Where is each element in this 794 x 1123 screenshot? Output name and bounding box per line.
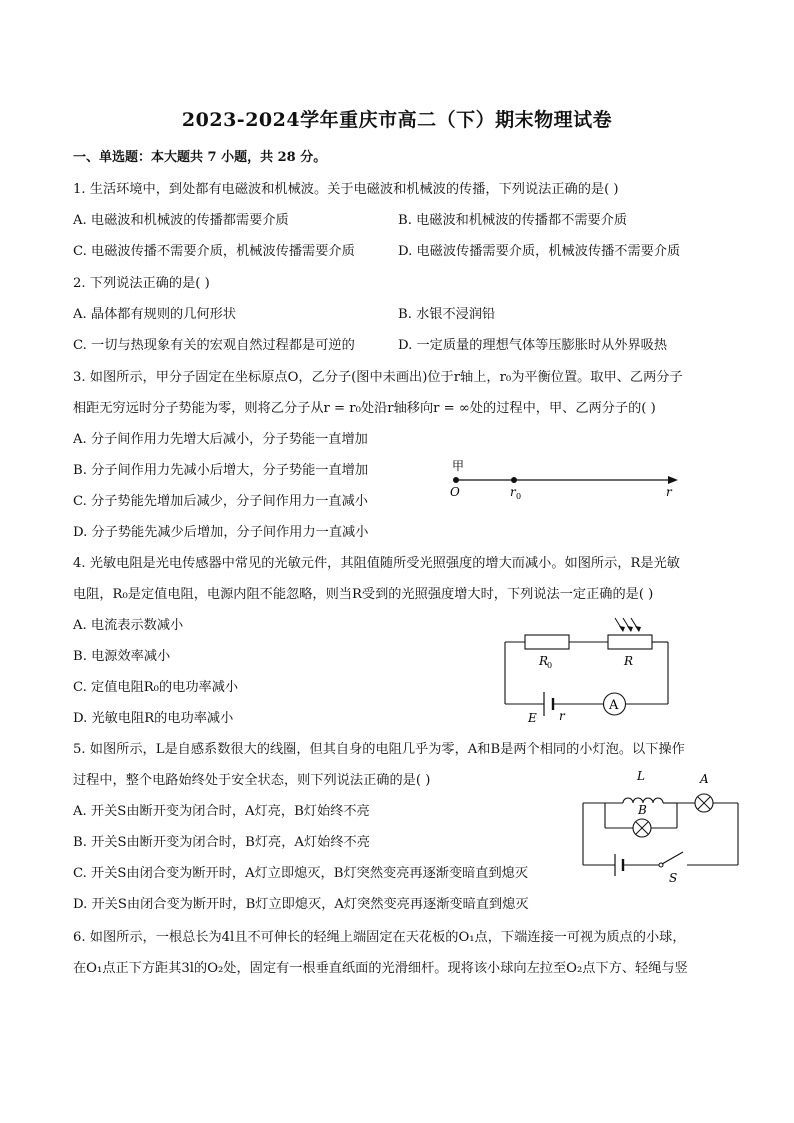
q5-option-b: B. 开关S由断开变为闭合时，B灯亮，A灯始终不亮 bbox=[73, 835, 370, 850]
q5-option-c: C. 开关S由闭合变为断开时，A灯立即熄灭，B灯突然变亮再逐渐变暗直到熄灭 bbox=[73, 866, 529, 881]
q1-option-c: C. 电磁波传播不需要介质，机械波传播需要介质 bbox=[73, 244, 355, 259]
q4-option-b: B. 电源效率减小 bbox=[73, 649, 171, 664]
ammeter-label: A bbox=[609, 698, 619, 713]
q4-stem-line1: 4. 光敏电阻是光电传感器中常见的光敏元件，其阻值随所受光照强度的增大而减小。如图所示，R是光敏 bbox=[73, 556, 680, 571]
section-heading: 一、单选题：本大题共 7 小题，共 28 分。 bbox=[73, 150, 327, 165]
q5-stem-line1: 5. 如图所示，L是自感系数很大的线圈，但其自身的电阻几乎为零，A和B是两个相同的小灯泡。以下操作 bbox=[73, 742, 685, 757]
r0-label: R bbox=[539, 654, 549, 668]
q3-option-c: C. 分子势能先增加后减少，分子间作用力一直减小 bbox=[73, 494, 368, 509]
switch-icon bbox=[662, 852, 683, 864]
r0-dot bbox=[511, 477, 517, 483]
q5-option-a: A. 开关S由断开变为闭合时，A灯亮，B灯始终不亮 bbox=[73, 804, 370, 819]
q5-stem-line2: 过程中，整个电路始终处于安全状态，则下列说法正确的是( ) bbox=[73, 773, 431, 788]
internal-resistance-label: r bbox=[559, 709, 565, 723]
page-title: 2023-2024学年重庆市高二（下）期末物理试卷 bbox=[181, 109, 613, 131]
q5-circuit-figure bbox=[575, 765, 745, 885]
axis-arrow-icon bbox=[668, 476, 678, 484]
switch-label: S bbox=[669, 871, 678, 885]
q6-stem-line2: 在O₁点正下方距其3l的O₂处，固定有一根垂直纸面的光滑细杆。现将该小球向左拉至O₂点下方、轻绳与竖 bbox=[73, 961, 688, 976]
q2-stem: 2. 下列说法正确的是( ) bbox=[73, 276, 210, 291]
q2-option-b: B. 水银不浸润铅 bbox=[398, 307, 496, 322]
r0-subscript: 0 bbox=[547, 661, 553, 670]
origin-label: O bbox=[450, 485, 460, 499]
inductor-label: L bbox=[637, 769, 645, 783]
q4-option-c: C. 定值电阻R₀的电功率减小 bbox=[73, 680, 239, 695]
r-label: R bbox=[624, 654, 634, 668]
r0-resistor bbox=[525, 635, 569, 649]
r-axis-label: r bbox=[666, 485, 672, 499]
q4-option-d: D. 光敏电阻R的电功率减小 bbox=[73, 711, 234, 726]
lamp-b-label: B bbox=[638, 803, 647, 817]
q3-stem-line2: 相距无穷远时分子势能为零，则将乙分子从r = r₀处沿r轴移向r = ∞处的过程中，甲、乙两分子的( ) bbox=[73, 401, 656, 416]
q3-stem-line1: 3. 如图所示，甲分子固定在坐标原点O，乙分子(图中未画出)位于r轴上，r₀为平衡位置。取甲、乙两分子 bbox=[73, 370, 683, 385]
light-arrows-icon bbox=[615, 618, 639, 631]
q1-option-d: D. 电磁波传播需要介质，机械波传播不需要介质 bbox=[398, 244, 681, 259]
q1-option-b: B. 电磁波和机械波的传播都不需要介质 bbox=[398, 213, 628, 228]
q4-option-a: A. 电流表示数减小 bbox=[73, 618, 184, 633]
q5-option-d: D. 开关S由闭合变为断开时，B灯立即熄灭，A灯突然变亮再逐渐变暗直到熄灭 bbox=[73, 897, 529, 912]
r0-subscript: 0 bbox=[516, 492, 522, 501]
r0-label: r bbox=[510, 485, 516, 499]
q2-option-c: C. 一切与热现象有关的宏观自然过程都是可逆的 bbox=[73, 338, 355, 353]
q6-stem-line1: 6. 如图所示，一根总长为4l且不可伸长的轻绳上端固定在天花板的O₁点，下端连接一可视为质点的小球， bbox=[73, 930, 686, 945]
q4-circuit-figure bbox=[495, 612, 685, 727]
jia-label: 甲 bbox=[452, 459, 465, 473]
q3-option-a: A. 分子间作用力先增大后减小，分子势能一直增加 bbox=[73, 432, 368, 447]
photoresistor bbox=[608, 635, 652, 649]
q1-option-a: A. 电磁波和机械波的传播都需要介质 bbox=[73, 213, 289, 228]
origin-dot bbox=[453, 477, 459, 483]
q3-axis-figure bbox=[440, 455, 690, 505]
q3-option-d: D. 分子势能先减少后增加，分子间作用力一直减小 bbox=[73, 525, 369, 540]
q3-option-b: B. 分子间作用力先减小后增大，分子势能一直增加 bbox=[73, 463, 369, 478]
q1-stem: 1. 生活环境中，到处都有电磁波和机械波。关于电磁波和机械波的传播，下列说法正确的是( ) bbox=[73, 182, 619, 197]
lamp-a-label: A bbox=[700, 772, 709, 786]
q2-option-d: D. 一定质量的理想气体等压膨胀时从外界吸热 bbox=[398, 338, 668, 353]
q2-option-a: A. 晶体都有规则的几何形状 bbox=[73, 307, 236, 322]
emf-label: E bbox=[528, 711, 537, 725]
q4-stem-line2: 电阻，R₀是定值电阻，电源内阻不能忽略，则当R受到的光照强度增大时，下列说法一定正确的是( ) bbox=[73, 587, 654, 602]
